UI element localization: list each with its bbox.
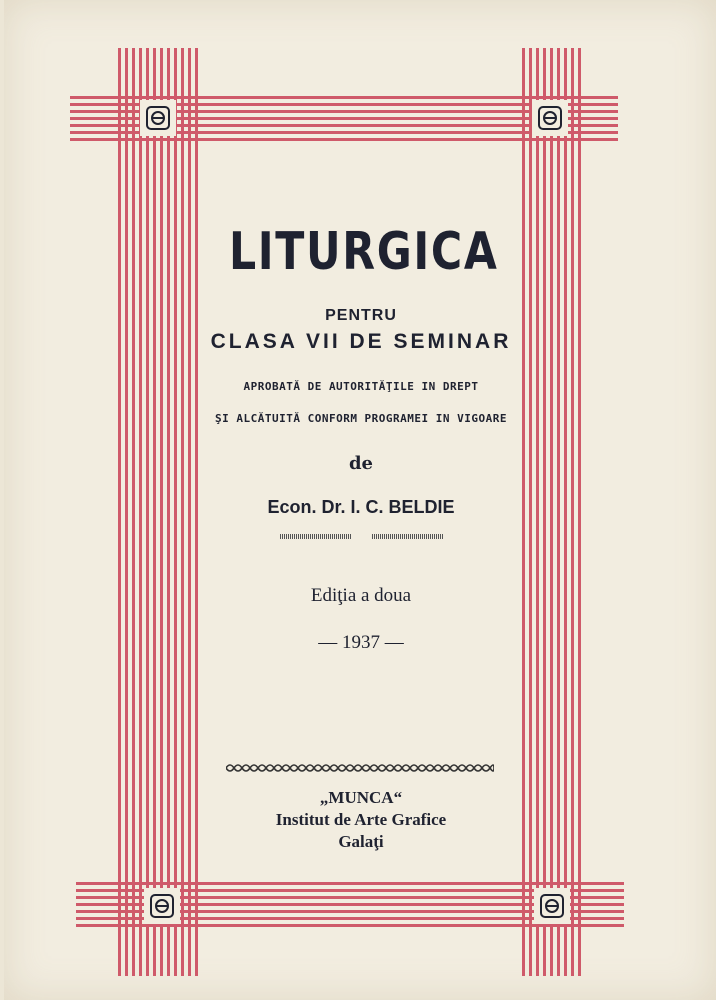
publisher-city: Galaţi bbox=[338, 832, 384, 851]
subtitle: CLASA VII DE SEMINAR bbox=[210, 330, 512, 353]
corner-emblem-icon bbox=[540, 894, 564, 918]
corner-emblem-icon bbox=[150, 894, 174, 918]
book-cover bbox=[4, 0, 716, 1000]
publication-year: — 1937 — bbox=[318, 632, 404, 653]
publisher-institute: Institut de Arte Grafice bbox=[275, 810, 447, 829]
ornamental-divider bbox=[226, 762, 494, 774]
left-border-band bbox=[118, 48, 198, 976]
edition-label: Ediţia a doua bbox=[310, 585, 412, 606]
book-title: LITURGICA bbox=[228, 222, 499, 282]
corner-top-right bbox=[532, 100, 568, 136]
corner-emblem-icon bbox=[146, 106, 170, 130]
author-name: Econ. Dr. I. C. BELDIE bbox=[267, 497, 455, 517]
corner-bottom-left bbox=[144, 888, 180, 924]
divider-right bbox=[372, 534, 444, 539]
right-border-band bbox=[522, 48, 582, 976]
subtitle-small: PENTRU bbox=[325, 307, 397, 324]
approval-line-2: ŞI ALCĂTUITĂ CONFORM PROGRAMEI IN VIGOARE bbox=[214, 412, 508, 425]
divider-left bbox=[280, 534, 352, 539]
approval-line-1: APROBATĂ DE AUTORITĂŢILE IN DREPT bbox=[243, 380, 479, 393]
corner-emblem-icon bbox=[538, 106, 562, 130]
corner-top-left bbox=[140, 100, 176, 136]
by-label: de bbox=[348, 453, 374, 474]
corner-bottom-right bbox=[534, 888, 570, 924]
publisher-name: „MUNCA“ bbox=[319, 788, 403, 807]
